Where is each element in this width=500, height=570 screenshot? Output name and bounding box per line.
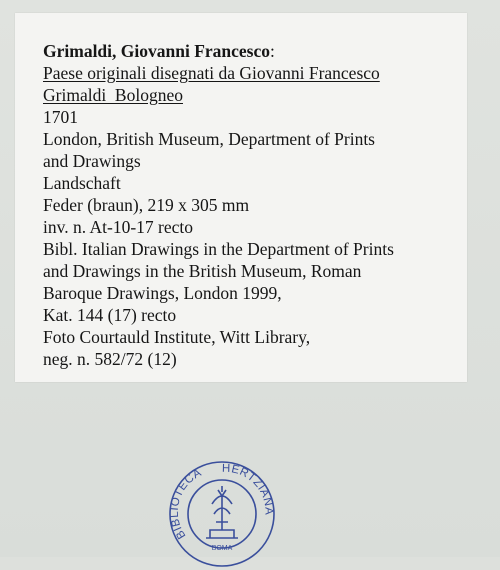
library-stamp-icon [166,458,278,570]
svg-text:BIBLIOTECA [169,467,204,541]
catalog-entry-text [43,40,463,370]
catalogue-number: Kat. 144 (17) recto [43,305,177,325]
stamp-text-right: HERTZIANA [221,462,275,516]
title-line-2: Grimaldi Bologneo [43,85,183,105]
bibliography-line-2: and Drawings in the British Museum, Roman [43,261,362,281]
stamp-center-text: BOMA [211,545,233,552]
title-line-1: Paese originali disegnati da Giovanni Francesco [43,63,380,83]
author-line [43,40,463,62]
location-line-1: London, British Museum, Department of Prints [43,129,375,149]
photo-credit-line-2: neg. n. 582/72 (12) [43,349,177,369]
svg-text:HERTZIANA [222,463,275,516]
photo-credit-line-1: Foto Courtauld Institute, Witt Library, [43,327,311,347]
medium: Feder (braun), 219 x 305 mm [43,195,250,215]
author-colon: : [270,41,275,61]
stamp-text-left: BIBLIOTECA [168,466,204,541]
author-name: Grimaldi, Giovanni Francesco [43,41,271,61]
year: 1701 [43,107,78,127]
location-line-2: and Drawings [43,151,141,171]
bibliography-line-3: Baroque Drawings, London 1999, [43,283,282,303]
inventory-number: inv. n. At-10-17 recto [43,217,194,237]
subject: Landschaft [43,173,121,193]
bibliography-line-1: Bibl. Italian Drawings in the Department of Prints [43,239,394,259]
